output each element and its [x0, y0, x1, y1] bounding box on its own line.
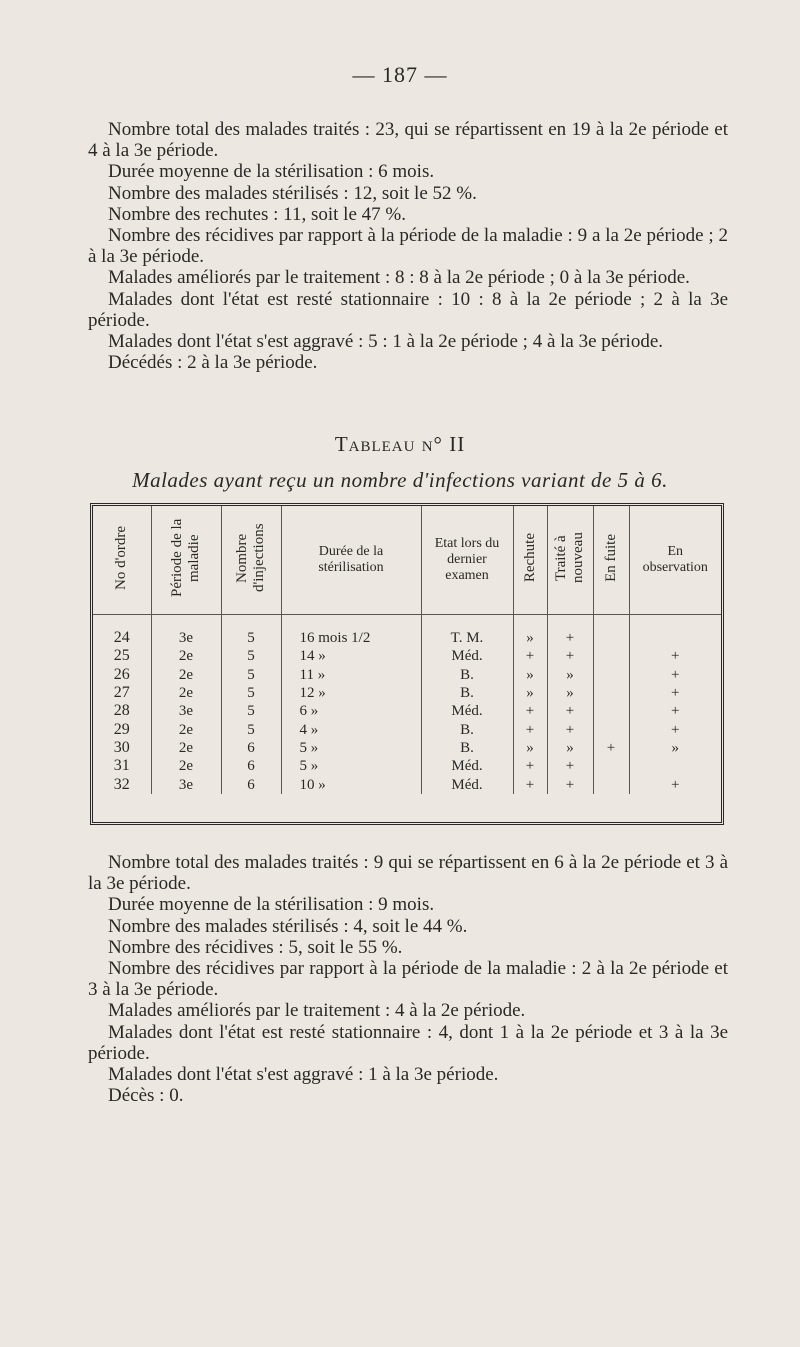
table-cell: Méd.	[421, 647, 513, 665]
header-periode: Période de la maladie	[151, 506, 221, 615]
table-cell: »	[513, 615, 547, 648]
table-cell: +	[593, 739, 629, 757]
paragraph: Nombre des récidives : 5, soit le 55 %.	[108, 936, 403, 958]
table-cell: 5	[221, 615, 281, 648]
table-cell: 11 »	[281, 666, 421, 684]
table-cell: 30	[93, 739, 151, 757]
table-cell: »	[547, 666, 593, 684]
table-cell	[629, 757, 721, 775]
table-cell: 5	[221, 720, 281, 738]
table-cell: T. M.	[421, 615, 513, 648]
table-cell: 6	[221, 775, 281, 793]
table-cell: 2e	[151, 684, 221, 702]
table-cell: B.	[421, 739, 513, 757]
paragraph: Malades dont l'état s'est aggravé : 5 : 1 à la 2e période ; 4 à la 3e période.	[108, 331, 664, 353]
table-cell: 6 »	[281, 702, 421, 720]
table-cell: B.	[421, 720, 513, 738]
table-cell	[629, 615, 721, 648]
header-rechute: Rechute	[513, 506, 547, 615]
table-cell: 29	[93, 720, 151, 738]
paragraph: Durée moyenne de la stérilisation : 6 mois.	[108, 161, 435, 183]
table-cell: +	[513, 775, 547, 793]
table-cell: B.	[421, 684, 513, 702]
table-cell: 3e	[151, 615, 221, 648]
table-row	[93, 720, 721, 738]
table-cell	[593, 666, 629, 684]
table-row	[93, 702, 721, 720]
header-duree: Durée de la stérilisation	[281, 506, 421, 615]
table-cell: +	[513, 720, 547, 738]
table-cell: 2e	[151, 666, 221, 684]
paragraph: Malades dont l'état est resté stationnaire : 4, dont 1 à la 2e période et 3 à la 3e période.	[88, 1021, 728, 1064]
table-cell: 2e	[151, 647, 221, 665]
table-cell	[593, 775, 629, 793]
table-cell: 16 mois 1/2	[281, 615, 421, 648]
header-observation: En observation	[629, 506, 721, 615]
table-cell	[593, 684, 629, 702]
page-number: — 187 —	[352, 62, 448, 87]
header-no: No d'ordre	[93, 506, 151, 615]
table-cell: Méd.	[421, 775, 513, 793]
patients-table	[93, 506, 721, 794]
table-cell: »	[513, 739, 547, 757]
table-cell: 5	[221, 647, 281, 665]
table-cell: 31	[93, 757, 151, 775]
table-cell: 14 »	[281, 647, 421, 665]
table-cell: B.	[421, 666, 513, 684]
table-cell: »	[547, 684, 593, 702]
paragraph: Nombre total des malades traités : 23, qui se répartissent en 19 à la 2e période et 4 à la 3e période.	[88, 119, 728, 162]
table-cell: +	[671, 703, 680, 720]
table-cell: 25	[93, 647, 151, 665]
table-cell	[593, 757, 629, 775]
table-cell: 5	[221, 666, 281, 684]
table-cell: 5	[221, 684, 281, 702]
table-cell: +	[547, 720, 593, 738]
table-row	[93, 666, 721, 684]
table-row	[93, 775, 721, 793]
table-row	[93, 739, 721, 757]
table-cell: »	[671, 739, 679, 756]
table-cell: +	[671, 648, 680, 665]
table-cell: 5 »	[281, 739, 421, 757]
table-cell: 12 »	[281, 684, 421, 702]
table-cell: 2e	[151, 720, 221, 738]
table-cell: +	[547, 775, 593, 793]
header-etat: Etat lors du dernier examen	[421, 506, 513, 615]
paragraph: Durée moyenne de la stérilisation : 9 mois.	[108, 894, 435, 916]
table-cell: 10 »	[281, 775, 421, 793]
paragraph: Malades dont l'état s'est aggravé : 1 à la 3e période.	[108, 1064, 499, 1086]
header-traite: Traité à nouveau	[547, 506, 593, 615]
paragraph: Malades améliorés par le traitement : 4 à la 2e période.	[108, 1000, 526, 1022]
table-cell	[593, 647, 629, 665]
data-table-frame	[90, 503, 724, 825]
table-cell: +	[547, 615, 593, 648]
paragraph: Décès : 0.	[108, 1085, 184, 1107]
paragraph: Nombre des récidives par rapport à la période de la maladie : 2 à la 2e période et 3 à la 3e période.	[88, 958, 728, 1001]
table-cell: +	[547, 647, 593, 665]
table-cell: 2e	[151, 757, 221, 775]
table-cell: 5 »	[281, 757, 421, 775]
table-row	[93, 647, 721, 665]
table-row	[93, 615, 721, 648]
table-cell: +	[671, 685, 680, 702]
header-nombre: Nombre d'injections	[221, 506, 281, 615]
paragraph: Nombre total des malades traités : 9 qui se répartissent en 6 à la 2e période et 3 à la 3e période.	[88, 852, 728, 895]
tableau-title: Tableau n° II	[334, 432, 466, 456]
table-cell: 32	[93, 775, 151, 793]
summary-section-2	[88, 852, 728, 1106]
table-cell: Méd.	[421, 702, 513, 720]
table-cell	[593, 720, 629, 738]
table-cell: 27	[93, 684, 151, 702]
table-cell: +	[671, 776, 680, 793]
paragraph: Décédés : 2 à la 3e période.	[108, 352, 318, 374]
table-cell: »	[513, 684, 547, 702]
table-cell: +	[547, 757, 593, 775]
table-cell: Méd.	[421, 757, 513, 775]
summary-section-1	[88, 119, 728, 373]
table-cell: 28	[93, 702, 151, 720]
table-cell: +	[671, 721, 680, 738]
paragraph: Nombre des malades stérilisés : 4, soit le 44 %.	[108, 915, 468, 937]
table-cell: +	[513, 702, 547, 720]
table-cell: 3e	[151, 775, 221, 793]
table-cell: 3e	[151, 702, 221, 720]
table-cell: 26	[93, 666, 151, 684]
header-fuite: En fuite	[593, 506, 629, 615]
table-cell: +	[513, 647, 547, 665]
table-cell: +	[671, 666, 680, 683]
table-cell: 6	[221, 739, 281, 757]
table-row	[93, 684, 721, 702]
paragraph: Malades améliorés par le traitement : 8 : 8 à la 2e période ; 0 à la 3e période.	[108, 267, 690, 289]
table-cell: »	[513, 666, 547, 684]
table-cell	[593, 615, 629, 648]
paragraph: Nombre des récidives par rapport à la période de la maladie : 9 a la 2e période ; 2 à la 3e période.	[88, 225, 728, 268]
tableau-subtitle: Malades ayant reçu un nombre d'infections variant de 5 à 6.	[132, 468, 668, 492]
table-cell	[593, 702, 629, 720]
table-row	[93, 757, 721, 775]
table-cell: +	[513, 757, 547, 775]
table-cell: 24	[93, 615, 151, 648]
table-cell: 4 »	[281, 720, 421, 738]
paragraph: Malades dont l'état est resté stationnaire : 10 : 8 à la 2e période ; 2 à la 3e période.	[88, 288, 728, 331]
paragraph: Nombre des malades stérilisés : 12, soit le 52 %.	[108, 182, 477, 204]
paragraph: Nombre des rechutes : 11, soit le 47 %.	[108, 203, 406, 225]
table-cell: +	[547, 702, 593, 720]
table-cell: »	[547, 739, 593, 757]
table-cell: 2e	[151, 739, 221, 757]
table-cell: 5	[221, 702, 281, 720]
table-cell: 6	[221, 757, 281, 775]
